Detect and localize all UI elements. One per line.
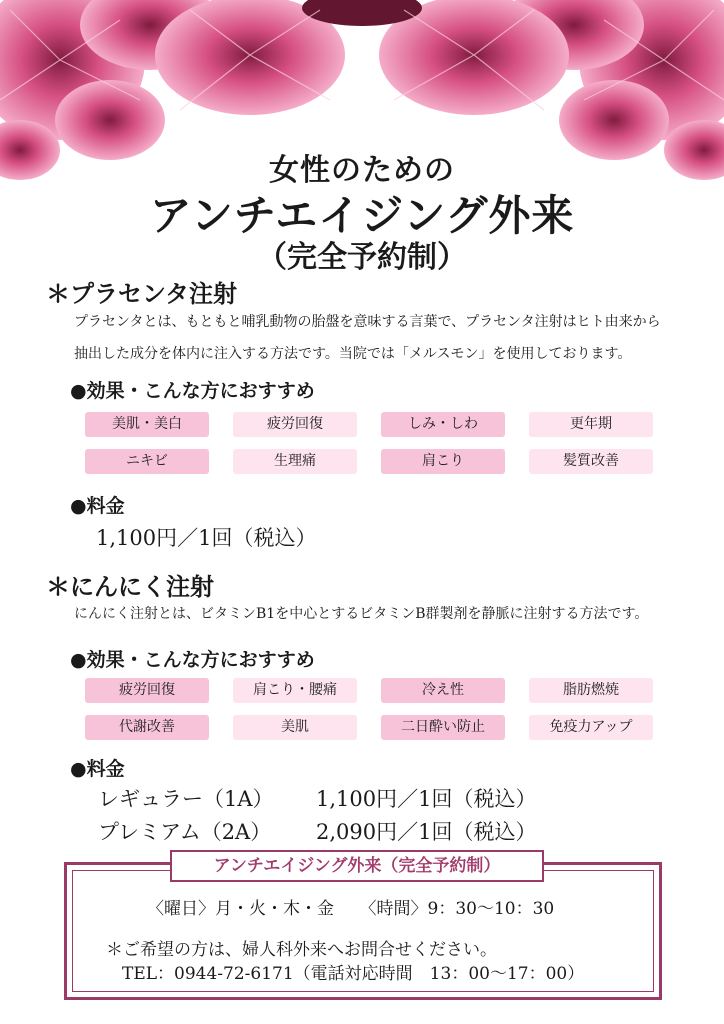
effect-tag: 肩こり: [381, 449, 505, 474]
contact-line: ＊ご希望の方は、婦人科外来へお問合せください。: [106, 940, 497, 960]
garlic-price-heading: ●料金: [70, 758, 125, 780]
effect-tag: 更年期: [529, 412, 653, 437]
schedule-line: 〈曜日〉月・火・木・金 〈時間〉9：30～10：30: [147, 899, 555, 919]
placenta-effects-heading: ●効果・こんな方におすすめ: [70, 380, 315, 402]
premium-plan-name: プレミアム（2A）: [98, 820, 272, 844]
placenta-price: 1,100円／1回（税込）: [96, 526, 317, 550]
effect-tag: 美肌・美白: [85, 412, 209, 437]
placenta-heading: ＊プラセンタ注射: [46, 279, 238, 308]
effect-tag: 代謝改善: [85, 715, 209, 740]
regular-plan-name: レギュラー（1A）: [98, 787, 274, 811]
effect-tag: 疲労回復: [85, 678, 209, 703]
effect-tag: ニキビ: [85, 449, 209, 474]
garlic-heading: ＊にんにく注射: [46, 572, 214, 601]
placenta-price-heading: ●料金: [70, 495, 125, 517]
effect-tag: 二日酔い防止: [381, 715, 505, 740]
effect-tag: 髪質改善: [529, 449, 653, 474]
tel-line: TEL：0944-72-6171（電話対応時間 13：00～17：00）: [122, 964, 585, 984]
effect-tag: 冷え性: [381, 678, 505, 703]
placenta-description-line: プラセンタとは、もともと哺乳動物の胎盤を意味する言葉で、プラセンタ注射はヒト由来から: [74, 314, 661, 330]
effect-tag: 疲労回復: [233, 412, 357, 437]
effect-tag: 生理痛: [233, 449, 357, 474]
effect-tag: 脂肪燃焼: [529, 678, 653, 703]
placenta-effects-list: [85, 412, 655, 474]
info-box-title: アンチエイジング外来（完全予約制）: [170, 850, 544, 882]
premium-plan-price: 2,090円／1回（税込）: [316, 820, 537, 844]
effect-tag: 美肌: [233, 715, 357, 740]
title-line-1: 女性のための: [269, 153, 455, 188]
title-line-3: （完全予約制）: [257, 240, 467, 275]
placenta-description-line: 抽出した成分を体内に注入する方法です。当院では「メルスモン」を使用しております。: [74, 346, 632, 362]
main-title: アンチエイジング外来: [149, 191, 575, 240]
effect-tag: しみ・しわ: [381, 412, 505, 437]
placenta-description: [74, 306, 714, 370]
garlic-effects-heading: ●効果・こんな方におすすめ: [70, 649, 315, 671]
effect-tag: 肩こり・腰痛: [233, 678, 357, 703]
garlic-effects-list: [85, 678, 655, 740]
regular-plan-price: 1,100円／1回（税込）: [316, 787, 537, 811]
garlic-description: にんにく注射とは、ビタミンB1を中心とするビタミンB群製剤を静脈に注射する方法です。: [74, 606, 649, 622]
effect-tag: 免疫力アップ: [529, 715, 653, 740]
